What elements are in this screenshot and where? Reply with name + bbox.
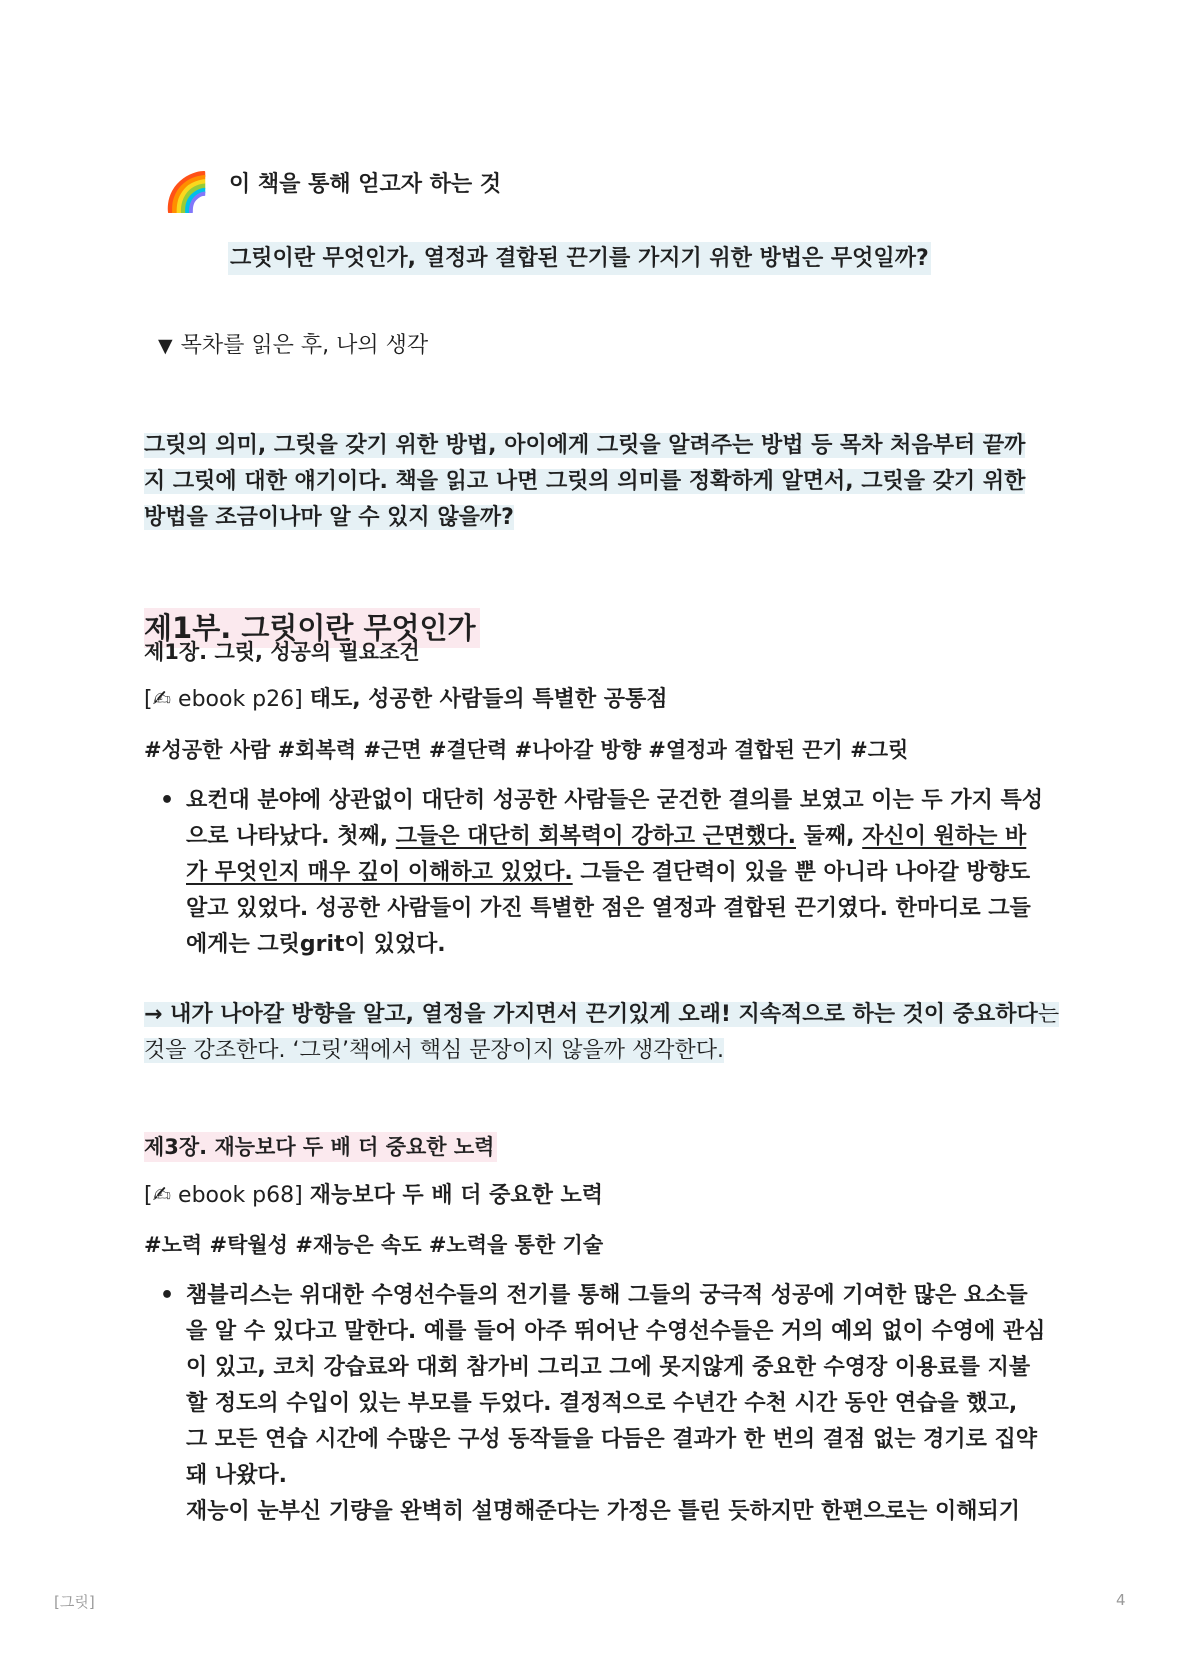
toggle-label: 목차를 읽은 후, 나의 생각: [180, 333, 429, 358]
bullet-part-a: 요컨대 분야에 상관없이 대단히 성공한 사람들은 굳건한 결의를 보였고 이는 두 가지 특성으로 나타났다. 첫째,: [186, 788, 1043, 849]
chapter3-bullet-text: [186, 1278, 1046, 1530]
bullet-dot: •: [160, 1283, 175, 1308]
chapter1-bullet-text: [186, 783, 1046, 963]
callout-question: 그릿이란 무엇인가, 열정과 결합된 끈기를 가지기 위한 방법은 무엇일까?: [228, 242, 931, 275]
bullet-dot: •: [160, 788, 175, 813]
footer-doc-title: [그릿]: [54, 1593, 95, 1611]
ref-open-bracket: [: [144, 687, 153, 712]
writing-hand-icon: ✍: [152, 687, 172, 712]
bullet-part-c: 그들은 결단력이 있을 뿐 아니라 나아갈 방향도 알고 있었다. 성공한 사람들이 가진 특별한 점은 열정과 결합된 끈기였다. 한마디로 그들에게는 그릿grit이 있었다.: [186, 860, 1031, 957]
bullet-part-b: 둘째,: [796, 824, 863, 849]
ref-title: 재능보다 두 배 더 중요한 노력: [309, 1183, 604, 1208]
ref-page: ebook p26]: [178, 687, 303, 712]
chapter1-ref: [144, 684, 668, 716]
bullet-underline-2: 자신이 원하는 바가 무엇인지 매우 깊이 이해하고 있었다.: [186, 824, 1027, 885]
ref-title: 태도, 성공한 사람들의 특별한 공통점: [309, 687, 668, 712]
summary-text: 그릿의 의미, 그릿을 갖기 위한 방법, 아이에게 그릿을 알려주는 방법 등 목차 처음부터 끝까지 그릿에 대한 얘기이다. 책을 읽고 나면 그릿의 의미를 정확하게 알면서, 그릿을 갖기 위한 방법을 조금이나마 알 수 있지 않을까?: [144, 433, 1026, 530]
chapter1-tags: #성공한 사람 #회복력 #근면 #결단력 #나아갈 방향 #열정과 결합된 끈기 #그릿: [144, 738, 909, 762]
chapter3-heading: 제3장. 재능보다 두 배 더 중요한 노력: [144, 1132, 497, 1162]
bullet-paragraph-2: 재능이 눈부신 기량을 완벽히 설명해준다는 가정은 틀린 듯하지만 한편으로는 이해되기: [186, 1499, 1021, 1524]
bullet-underline-1: 그들은 대단히 회복력이 강하고 근면했다.: [395, 824, 796, 849]
rainbow-icon: 🌈: [163, 170, 211, 214]
ref-open-bracket: [: [144, 1183, 153, 1208]
note-rest: 는 것을 강조한다. ‘그릿’책에서 핵심 문장이지 않을까 생각한다.: [144, 1002, 1060, 1063]
toggle-arrow-icon[interactable]: ▼: [158, 335, 173, 357]
summary-paragraph: [144, 428, 1044, 536]
chapter3-ref: [144, 1180, 603, 1212]
chapter3-tags: #노력 #탁월성 #재능은 속도 #노력을 통한 기술: [144, 1233, 604, 1257]
part-heading: 제1부. 그릿이란 무엇인가: [144, 608, 480, 648]
bullet-paragraph-1: 챔블리스는 위대한 수영선수들의 전기를 통해 그들의 궁극적 성공에 기여한 많은 요소들을 알 수 있다고 말한다. 예를 들어 아주 뛰어난 수영선수들은 거의 예외 없이 수영에 관심이 있고, 코치 강습료와 대회 참가비 그리고 그에 못지않게 중요한 수영장 이용료를 지불할 정도의 수입이 있는 부모를 두었다. 결정적으로 수년간 수천 시간 동안 연습을 했고, 그 모든 연습 시간에 수많은 구성 동작들을 다듬은 결과가 한 번의 결점 없는 경기로 집약돼 나왔다.: [186, 1283, 1046, 1488]
callout-title: 이 책을 통해 얻고자 하는 것: [229, 172, 502, 197]
page-number: 4: [1116, 1591, 1126, 1609]
note-bold: → 내가 나아갈 방향을 알고, 열정을 가지면서 끈기있게 오래! 지속적으로 하는 것이 중요하다: [144, 1002, 1038, 1027]
chapter1-note: [144, 997, 1064, 1069]
writing-hand-icon: ✍: [152, 1183, 172, 1208]
chapter1-heading: 제1장. 그릿, 성공의 필요조건: [144, 640, 420, 664]
toggle-block[interactable]: [158, 331, 428, 361]
ref-page: ebook p68]: [178, 1183, 303, 1208]
